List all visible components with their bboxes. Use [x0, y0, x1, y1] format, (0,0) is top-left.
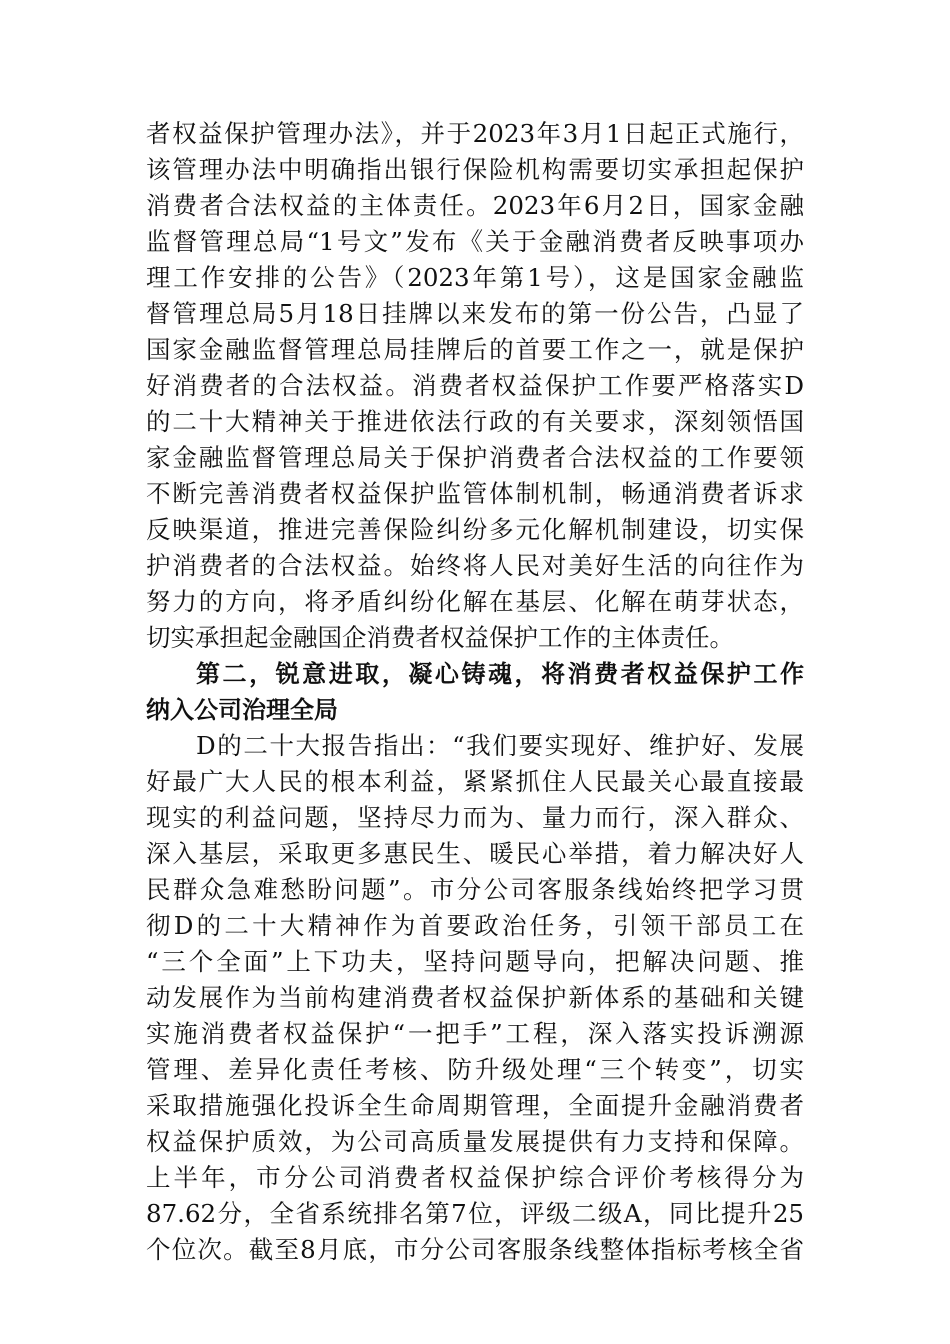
paragraph-line: 好最广大人民的根本利益，紧紧抓住人民最关心最直接最: [146, 767, 804, 796]
paragraph-line: 的二十大精神关于推进依法行政的有关要求，深刻领悟国: [146, 407, 804, 436]
paragraph-line: “三个全面”上下功夫，坚持问题导向，把解决问题、推: [146, 947, 804, 976]
paragraph-line: 彻D的二十大精神作为首要政治任务，引领干部员工在: [146, 911, 804, 940]
paragraph-line: 采取措施强化投诉全生命周期管理，全面提升金融消费者: [146, 1091, 804, 1120]
section-heading: 纳入公司治理全局: [146, 696, 338, 724]
paragraph-line: 者权益保护管理办法》，并于2023年3月1日起正式施行，: [146, 119, 804, 148]
paragraph-line: 理工作安排的公告》（2023年第1号），这是国家金融监: [146, 263, 804, 292]
paragraph-line: 87.62分，全省系统排名第7位，评级二级A，同比提升25: [146, 1199, 804, 1228]
paragraph-line: 监督管理总局“1号文”发布《关于金融消费者反映事项办: [146, 227, 804, 256]
paragraph-line: 督管理总局5月18日挂牌以来发布的第一份公告，凸显了: [146, 299, 804, 328]
paragraph-line: 国家金融监督管理总局挂牌后的首要工作之一，就是保护: [146, 335, 804, 364]
paragraph-line: 深入基层，采取更多惠民生、暖民心举措，着力解决好人: [146, 839, 804, 868]
paragraph-line: 上半年，市分公司消费者权益保护综合评价考核得分为: [146, 1163, 804, 1192]
paragraph-line: 消费者合法权益的主体责任。2023年6月2日，国家金融: [146, 191, 804, 220]
paragraph-line: 现实的利益问题，坚持尽力而为、量力而行，深入群众、: [146, 803, 804, 832]
paragraph-line: 反映渠道，推进完善保险纠纷多元化解机制建设，切实保: [146, 515, 804, 544]
paragraph-line: 护消费者的合法权益。始终将人民对美好生活的向往作为: [146, 551, 804, 580]
paragraph-line: 努力的方向，将矛盾纠纷化解在基层、化解在萌芽状态，: [146, 587, 804, 616]
paragraph-line: D的二十大报告指出：“我们要实现好、维护好、发展: [196, 731, 804, 760]
paragraph-line: 家金融监督管理总局关于保护消费者合法权益的工作要领: [146, 443, 804, 472]
paragraph-line: 管理、差异化责任考核、防升级处理“三个转变”，切实: [146, 1055, 804, 1084]
paragraph-line: 权益保护质效，为公司高质量发展提供有力支持和保障。: [146, 1127, 804, 1156]
paragraph-line: 该管理办法中明确指出银行保险机构需要切实承担起保护: [146, 155, 804, 184]
paragraph-line: 个位次。截至8月底，市分公司客服条线整体指标考核全省: [146, 1235, 804, 1264]
section-heading: 第二，锐意进取，凝心铸魂，将消费者权益保护工作: [196, 660, 804, 688]
paragraph-line: 动发展作为当前构建消费者权益保护新体系的基础和关键: [146, 983, 804, 1012]
paragraph-line: 实施消费者权益保护“一把手”工程，深入落实投诉溯源: [146, 1019, 804, 1048]
paragraph-line: 民群众急难愁盼问题”。市分公司客服条线始终把学习贯: [146, 875, 804, 904]
paragraph-line: 切实承担起金融国企消费者权益保护工作的主体责任。: [146, 623, 734, 652]
paragraph-line: 好消费者的合法权益。消费者权益保护工作要严格落实D: [146, 371, 804, 400]
paragraph-line: 不断完善消费者权益保护监管体制机制，畅通消费者诉求: [146, 479, 804, 508]
